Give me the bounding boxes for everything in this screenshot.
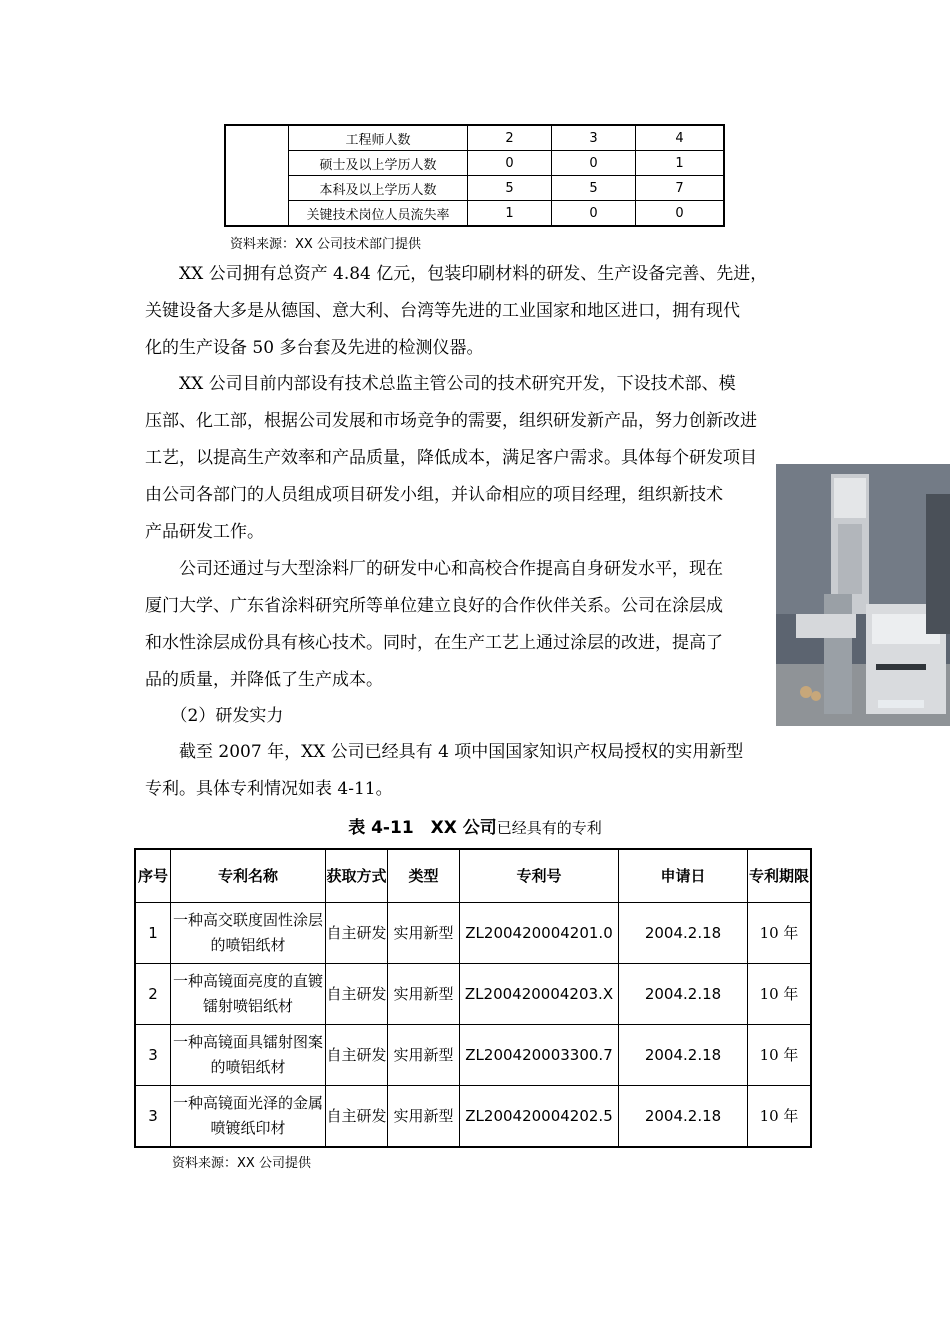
paragraph-patents-intro bbox=[145, 734, 808, 808]
table-cell: 0 bbox=[468, 151, 552, 176]
table-row bbox=[225, 201, 724, 227]
table-source-note: 资料来源：XX 公司技术部门提供 bbox=[230, 237, 421, 252]
table-cell: 一种高镜面具镭射图案的喷铝纸材 bbox=[171, 1025, 326, 1086]
caption-number: 表 4-11 XX 公司 bbox=[348, 818, 497, 838]
table-cell: 2004.2.18 bbox=[619, 1025, 748, 1086]
table-cell: ZL200420003300.7 bbox=[460, 1025, 619, 1086]
table-cell: 5 bbox=[551, 176, 635, 201]
text-line: 公司还通过与大型涂料厂的研发中心和高校合作提高自身研发水平，现在 bbox=[145, 559, 723, 579]
table-row bbox=[225, 151, 724, 176]
table-cell: 实用新型 bbox=[388, 1086, 460, 1148]
text-line: 由公司各部门的人员组成项目研发小组，并认命相应的项目经理，组织新技术 bbox=[145, 485, 723, 505]
table-cell: 10 年 bbox=[748, 903, 812, 964]
table-cell: 3 bbox=[135, 1025, 171, 1086]
text-line: 压部、化工部，根据公司发展和市场竞争的需要，组织研发新产品，努力创新改进 bbox=[145, 411, 757, 431]
text-line: 品的质量，并降低了生产成本。 bbox=[145, 670, 383, 690]
table-cell: 自主研发 bbox=[326, 903, 388, 964]
table-cell: ZL200420004202.5 bbox=[460, 1086, 619, 1148]
text-line: XX 公司目前内部设有技术总监主管公司的技术研究开发，下设技术部、模 bbox=[145, 374, 736, 394]
section-heading-rd-strength bbox=[145, 698, 808, 735]
paragraph-cooperation bbox=[145, 551, 808, 699]
text-line: （2）研发实力 bbox=[145, 706, 284, 726]
header-cell: 专利名称 bbox=[171, 849, 326, 903]
row-label: 硕士及以上学历人数 bbox=[289, 151, 468, 176]
table-cell: 0 bbox=[551, 201, 635, 227]
table-cell: 0 bbox=[635, 201, 724, 227]
table-header-row bbox=[135, 849, 811, 903]
patent-table bbox=[134, 848, 812, 1148]
caption-text: 已经具有的专利 bbox=[496, 819, 602, 837]
table-cell: 10 年 bbox=[748, 1025, 812, 1086]
table-cell: 1 bbox=[635, 151, 724, 176]
table-cell: 7 bbox=[635, 176, 724, 201]
table-cell: 实用新型 bbox=[388, 1025, 460, 1086]
table-cell: 自主研发 bbox=[326, 964, 388, 1025]
table-row bbox=[135, 903, 811, 964]
table-row bbox=[225, 125, 724, 151]
header-cell: 获取方式 bbox=[326, 849, 388, 903]
text-line: 产品研发工作。 bbox=[145, 522, 264, 542]
table-cell: 2004.2.18 bbox=[619, 1086, 748, 1148]
table-cell: 2 bbox=[468, 125, 552, 151]
text-line: XX 公司拥有总资产 4.84 亿元，包装印刷材料的研发、生产设备完善、先进， bbox=[145, 264, 768, 284]
header-cell: 申请日 bbox=[619, 849, 748, 903]
table-cell: ZL200420004201.0 bbox=[460, 903, 619, 964]
staff-stats-table bbox=[224, 124, 725, 227]
text-line: 工艺，以提高生产效率和产品质量，降低成本，满足客户需求。具体每个研发项目 bbox=[145, 448, 757, 468]
table-cell: 10 年 bbox=[748, 964, 812, 1025]
header-cell: 专利期限 bbox=[748, 849, 812, 903]
table-cell: 一种高镜面光泽的金属喷镀纸印材 bbox=[171, 1086, 326, 1148]
table-source-note: 资料来源：XX 公司提供 bbox=[172, 1156, 311, 1171]
merged-category-cell bbox=[225, 125, 289, 226]
header-cell: 专利号 bbox=[460, 849, 619, 903]
table-row bbox=[225, 176, 724, 201]
text-line: 专利。具体专利情况如表 4-11。 bbox=[145, 779, 393, 799]
header-cell: 序号 bbox=[135, 849, 171, 903]
table-row bbox=[135, 1025, 811, 1086]
table-cell: 2004.2.18 bbox=[619, 903, 748, 964]
table-cell: ZL200420004203.X bbox=[460, 964, 619, 1025]
table-cell: 3 bbox=[551, 125, 635, 151]
paragraph-assets bbox=[145, 256, 808, 367]
table-cell: 3 bbox=[135, 1086, 171, 1148]
table-cell: 2004.2.18 bbox=[619, 964, 748, 1025]
table-cell: 实用新型 bbox=[388, 903, 460, 964]
table-caption bbox=[0, 813, 950, 838]
row-label: 关键技术岗位人员流失率 bbox=[289, 201, 468, 227]
table-cell: 10 年 bbox=[748, 1086, 812, 1148]
table-cell: 自主研发 bbox=[326, 1025, 388, 1086]
table-cell: 2 bbox=[135, 964, 171, 1025]
table-cell: 0 bbox=[551, 151, 635, 176]
table-cell: 1 bbox=[468, 201, 552, 227]
row-label: 本科及以上学历人数 bbox=[289, 176, 468, 201]
text-line: 厦门大学、广东省涂料研究所等单位建立良好的合作伙伴关系。公司在涂层成 bbox=[145, 596, 723, 616]
header-cell: 类型 bbox=[388, 849, 460, 903]
text-line: 关键设备大多是从德国、意大利、台湾等先进的工业国家和地区进口，拥有现代 bbox=[145, 301, 740, 321]
table-cell: 自主研发 bbox=[326, 1086, 388, 1148]
text-line: 和水性涂层成份具有核心技术。同时，在生产工艺上通过涂层的改进，提高了 bbox=[145, 633, 723, 653]
text-line: 化的生产设备 50 多台套及先进的检测仪器。 bbox=[145, 338, 484, 358]
table-row bbox=[135, 1086, 811, 1148]
paragraph-rd-organization bbox=[145, 366, 808, 551]
lab-equipment-photo bbox=[776, 464, 950, 726]
table-cell: 5 bbox=[468, 176, 552, 201]
table-cell: 一种高交联度固性涂层的喷铝纸材 bbox=[171, 903, 326, 964]
table-row bbox=[135, 964, 811, 1025]
row-label: 工程师人数 bbox=[289, 125, 468, 151]
table-cell: 实用新型 bbox=[388, 964, 460, 1025]
table-cell: 4 bbox=[635, 125, 724, 151]
table-cell: 一种高镜面亮度的直镀镭射喷铝纸材 bbox=[171, 964, 326, 1025]
table-cell: 1 bbox=[135, 903, 171, 964]
text-line: 截至 2007 年，XX 公司已经具有 4 项中国国家知识产权局授权的实用新型 bbox=[145, 742, 744, 762]
